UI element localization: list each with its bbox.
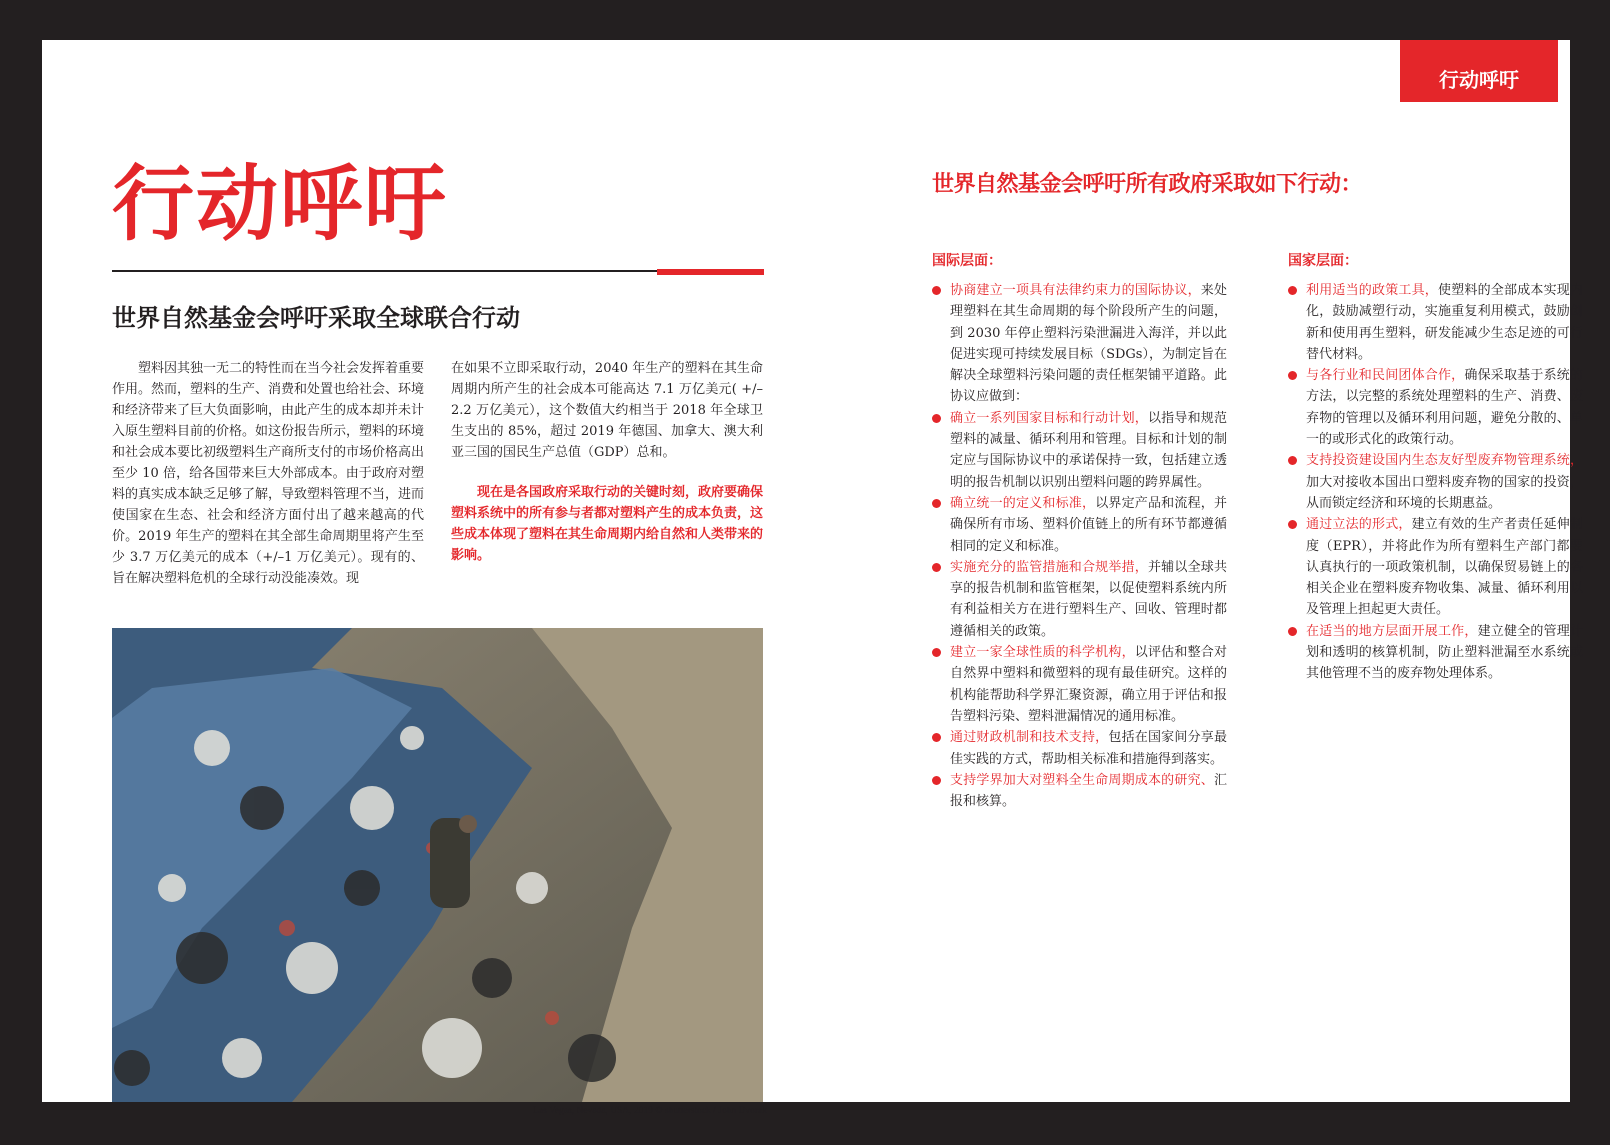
item-text: 加大对接收本国出口塑料废弃物的国家的投资，从而锁定经济和环境的长期惠益。 — [1306, 474, 1583, 511]
item-text: 汇报和核算。 — [950, 772, 1227, 810]
list-item — [930, 557, 1227, 642]
list-item — [1286, 365, 1583, 450]
document-page — [42, 40, 1583, 1116]
item-text: 包括在国家间分享最佳实践的方式，帮助相关标准和措施得到落实。 — [950, 730, 1227, 767]
item-text: 使塑料的全部成本实现内化，鼓励减塑行动，实施重复利用模式，鼓励创新和使用再生塑料，研发能减少生态足迹的可行替代材料。 — [1306, 283, 1583, 362]
bullet-icon — [932, 733, 941, 742]
bullet-icon — [932, 499, 941, 508]
item-highlight: 与各行业和民间团体合作， — [1306, 368, 1465, 384]
list-item — [1286, 280, 1583, 365]
page-title: 行动呼吁 — [112, 157, 449, 252]
section-tab: 行动呼吁 — [1400, 40, 1558, 102]
item-highlight: 支持学界加大对塑料全生命周期成本的研究、 — [950, 772, 1214, 788]
photo-caption: Las Vegas, Nevada, USA, 2019 © shutterstock / John Dvorak — [533, 1106, 767, 1116]
international-list — [930, 280, 1227, 812]
item-highlight: 协商建立一项具有法律约束力的国际协议， — [950, 283, 1201, 298]
bullet-icon — [1288, 371, 1297, 380]
bullet-icon — [1288, 286, 1297, 295]
item-text: 建立健全的管理计划和透明的核算机制，防止塑料泄漏至水系统或其他管理不当的废弃物处理体系。 — [1306, 623, 1583, 682]
item-highlight: 确立一系列国家目标和行动计划， — [950, 410, 1148, 426]
bullet-icon — [932, 286, 941, 295]
item-highlight: 利用适当的政策工具， — [1306, 283, 1438, 298]
item-highlight: 确立统一的定义和标准， — [950, 495, 1096, 511]
highlight-paragraph: 现在是各国政府采取行动的关键时刻，政府要确保塑料系统中的所有参与者都对塑料产生的成本负责，这些成本体现了塑料在其生命周期内给自然和人类带来的影响。 — [451, 485, 764, 563]
list-item — [930, 770, 1227, 813]
bullet-icon — [932, 648, 941, 657]
right-section-title: 世界自然基金会呼吁所有政府采取如下行动： — [932, 172, 1363, 197]
item-highlight: 实施充分的监管措施和合规举措， — [950, 559, 1148, 575]
item-text: 确保采取基于系统的方法，以完整的系统处理塑料的生产、消费、废弃物的管理以及循环利用问题，避免分散的、单一的或形式化的政策行动。 — [1306, 368, 1583, 448]
title-rule-accent — [657, 269, 764, 275]
international-heading: 国际层面： — [932, 253, 1002, 269]
national-heading: 国家层面： — [1288, 253, 1358, 269]
bullet-icon — [1288, 520, 1297, 529]
list-item — [930, 280, 1227, 408]
bullet-icon — [1288, 456, 1297, 465]
item-highlight: 建立一家全球性质的科学机构， — [950, 645, 1135, 661]
list-item — [1286, 621, 1583, 685]
national-list — [1286, 280, 1583, 685]
list-item — [930, 493, 1227, 557]
bullet-icon — [932, 776, 941, 785]
list-item — [1286, 514, 1583, 620]
bullet-icon — [932, 414, 941, 423]
list-item — [1286, 450, 1583, 514]
item-text: 建立有效的生产者责任延伸制度（EPR），并将此作为所有塑料生产部门都要认真执行的一项政策机制，以确保贸易链上的各相关企业在塑料废弃物收集、减量、循环利用以及管理上担起更大责任。 — [1306, 517, 1583, 618]
list-item — [930, 727, 1227, 770]
body-paragraph-1: 塑料因其独一无二的特性而在当今社会发挥着重要作用。然而，塑料的生产、消费和处置也给社会、环境和经济带来了巨大负面影响，由此产生的成本却并未计入原生塑料目前的价格。如这份报告所示，塑料的环境和社会成本要比初级塑料生产商所支付的市场价格高出至少 10 倍，给各国带来巨大外部成本。由于政府对塑料的真实成本缺乏足够了解，导致塑料管理不当，进而使国家在生态、社会和经济方面付出了越来越高的代价。2019 年生产的塑料在其全部生命周期里将产生至少 3.7 万亿美元的成本（+/–1 万亿美元）。现有的、旨在解决塑料危机的全球行动没能凑效。现 — [112, 361, 425, 586]
item-highlight: 支持投资建设国内生态友好型废弃物管理系统， — [1306, 453, 1583, 469]
subtitle: 世界自然基金会呼吁采取全球联合行动 — [112, 304, 520, 332]
item-text: 来处理塑料在其生命周期的每个阶段所产生的问题，到 2030 年停止塑料污染泄漏进入海洋，并以此促进实现可持续发展目标（SDGs），为制定旨在解决全球塑料污染问题的责任框架铺平道路。此协议应做到： — [950, 283, 1227, 405]
list-item — [930, 408, 1227, 493]
photo-polluted-river — [112, 628, 763, 1102]
item-text: 以界定产品和流程，并确保所有市场、塑料价值链上的所有环节都遵循相同的定义和标准。 — [950, 495, 1227, 554]
item-text: 以指导和规范塑料的减量、循环利用和管理。目标和计划的制定应与国际协议中的承诺保持一致，包括建立透明的报告机制以识别出塑料问题的跨界属性。 — [950, 410, 1227, 490]
title-rule — [112, 270, 657, 272]
body-paragraph-2: 在如果不立即采取行动，2040 年生产的塑料在其生命周期内所产生的社会成本可能高达 7.1 万亿美元( +/–2.2 万亿美元），这个数值大约相当于 2018 年全球卫生支出的 85%，超过 2019 年德国、加拿大、澳大利亚三国的国民生产总值（GDP）总和。 — [451, 361, 763, 460]
item-highlight: 通过立法的形式， — [1306, 517, 1412, 533]
item-text: 以评估和整合对自然界中塑料和微塑料的现有最佳研究。这样的机构能帮助科学界汇聚资源，确立用于评估和报告塑料污染、塑料泄漏情况的通用标准。 — [950, 645, 1227, 724]
item-highlight: 通过财政机制和技术支持， — [950, 730, 1109, 746]
item-highlight: 在适当的地方层面开展工作， — [1306, 623, 1478, 639]
bullet-icon — [1288, 627, 1297, 636]
item-text: 并辅以全球共享的报告机制和监管框架，以促使塑料系统内所有利益相关方在进行塑料生产、回收、管理时都遵循相关的政策。 — [950, 559, 1227, 639]
list-item — [930, 642, 1227, 727]
bullet-icon — [932, 563, 941, 572]
